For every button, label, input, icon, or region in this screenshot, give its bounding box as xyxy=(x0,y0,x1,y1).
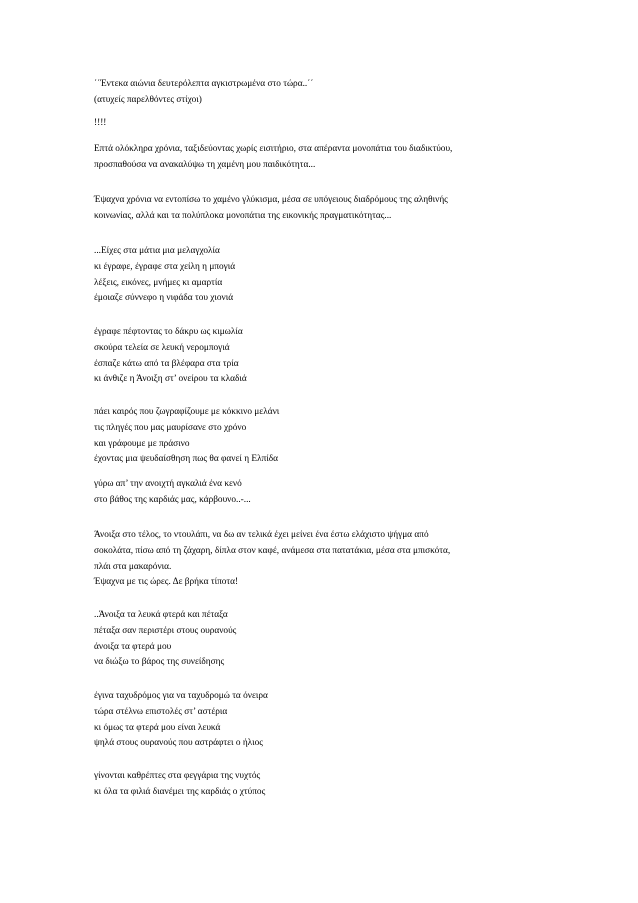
verse-line: τις πληγές που μας μαυρίσανε στο χρόνο xyxy=(94,422,247,433)
prose-paragraph-1 xyxy=(94,142,554,174)
verse-line: πέταξα σαν περιστέρι στους ουρανούς xyxy=(94,625,237,636)
verse-line: πάει καιρός που ζωγραφίζουμε με κόκκινο μελάνι xyxy=(94,407,280,417)
verse-line: έχοντας μια ψευδαίσθηση πως θα φανεί η Ελπίδα xyxy=(94,454,279,465)
verse-line: έγινα ταχυδρόμος για να ταχυδρομώ τα όνειρα xyxy=(94,691,268,701)
prose-paragraph-3 xyxy=(94,528,554,591)
verse-line: ..Άνοιξα τα λευκά φτερά και πέταξα xyxy=(94,610,228,620)
verse-line: κι έγραφε, έγραφε στα χείλη η μπογιά xyxy=(94,261,236,272)
stanza-1 xyxy=(94,244,554,307)
verse-line: ...Είχες στα μάτια μια μελαγχολία xyxy=(94,246,220,256)
verse-line: και γράφουμε με πράσινο xyxy=(94,438,190,449)
verse-line: έσπαζε κάτω από τα βλέφαρα στα τρία xyxy=(94,358,239,369)
poem-subtitle: (ατυχείς παρελθόντες στίχοι) xyxy=(94,94,202,105)
marker-block xyxy=(94,116,554,132)
verse-line: έμοιαζε σύννεφο η νιφάδα του χιονιά xyxy=(94,293,234,304)
text-line: Επτά ολόκληρα χρόνια, ταξιδεύοντας χωρίς εισιτήριο, στα απέραντα μονοπάτια του διαδικτύου, xyxy=(94,144,453,154)
stanza-4 xyxy=(94,477,554,509)
stanza-6 xyxy=(94,689,554,752)
stanza-5 xyxy=(94,608,554,671)
text-line: κοινωνίας, αλλά και τα πολύπλοκα μονοπάτια της εικονικής πραγματικότητας... xyxy=(94,210,392,221)
verse-line: κι άνθιζε η Άνοιξη στ’ ονείρου τα κλαδιά xyxy=(94,374,247,385)
stanza-2 xyxy=(94,325,554,388)
text-line: πλάι στα μακαρόνια. xyxy=(94,561,172,572)
verse-line: λέξεις, εικόνες, μνήμες κι αμαρτία xyxy=(94,277,223,288)
text-line: Έψαχνα χρόνια να εντοπίσω το χαμένο γλύκισμα, μέσα σε υπόγειους διαδρόμους της αληθινής xyxy=(94,195,448,205)
verse-line: γίνονται καθρέπτες στα φεγγάρια της νυχτός xyxy=(94,771,261,781)
verse-line: κι όμως τα φτερά μου είναι λευκά xyxy=(94,722,221,733)
verse-line: άνοιξα τα φτερά μου xyxy=(94,641,172,652)
text-line: Έψαχνα με τις ώρες. Δε βρήκα τίποτα! xyxy=(94,577,239,588)
stanza-7 xyxy=(94,769,554,801)
text-line: προσπαθούσα να ανακαλύψω τη χαμένη μου παιδικότητα... xyxy=(94,159,316,170)
verse-line: κι όλα τα φιλιά διανέμει της καρδιάς ο χτύπος xyxy=(94,786,266,797)
poem-title: ΄΄Έντεκα αιώνια δευτερόλεπτα αγκιστρωμένα στο τώρα..΄΄ xyxy=(94,79,314,89)
verse-line: σκούρα τελεία σε λευκή νερομπογιά xyxy=(94,342,230,353)
verse-line: γύρω απ’ την ανοιχτή αγκαλιά ένα κενό xyxy=(94,479,242,489)
exclamation-marker: !!!! xyxy=(94,118,107,128)
text-line: σοκολάτα, πίσω από τη ζάχαρη, δίπλα στον καφέ, ανάμεσα στα πατατάκια, μέσα στα μπισκότα, xyxy=(94,545,451,556)
verse-line: έγραφε πέφτοντας το δάκρυ ως κιμωλία xyxy=(94,327,243,337)
text-line: Άνοιξα στο τέλος, το ντουλάπι, να δω αν τελικά έχει μείνει ένα έστω ελάχιστο ψήγμα από xyxy=(94,530,429,540)
verse-line: στο βάθος της καρδιάς μας, κάρβουνο..-... xyxy=(94,494,251,505)
prose-paragraph-2 xyxy=(94,193,554,225)
verse-line: ψηλά στους ουρανούς που αστράφτει ο ήλιος xyxy=(94,738,263,749)
verse-line: να διώξω το βάρος της συνείδησης xyxy=(94,657,225,668)
title-block xyxy=(94,77,554,109)
stanza-3 xyxy=(94,405,554,468)
verse-line: τώρα στέλνω επιστολές στ’ αστέρια xyxy=(94,706,228,717)
